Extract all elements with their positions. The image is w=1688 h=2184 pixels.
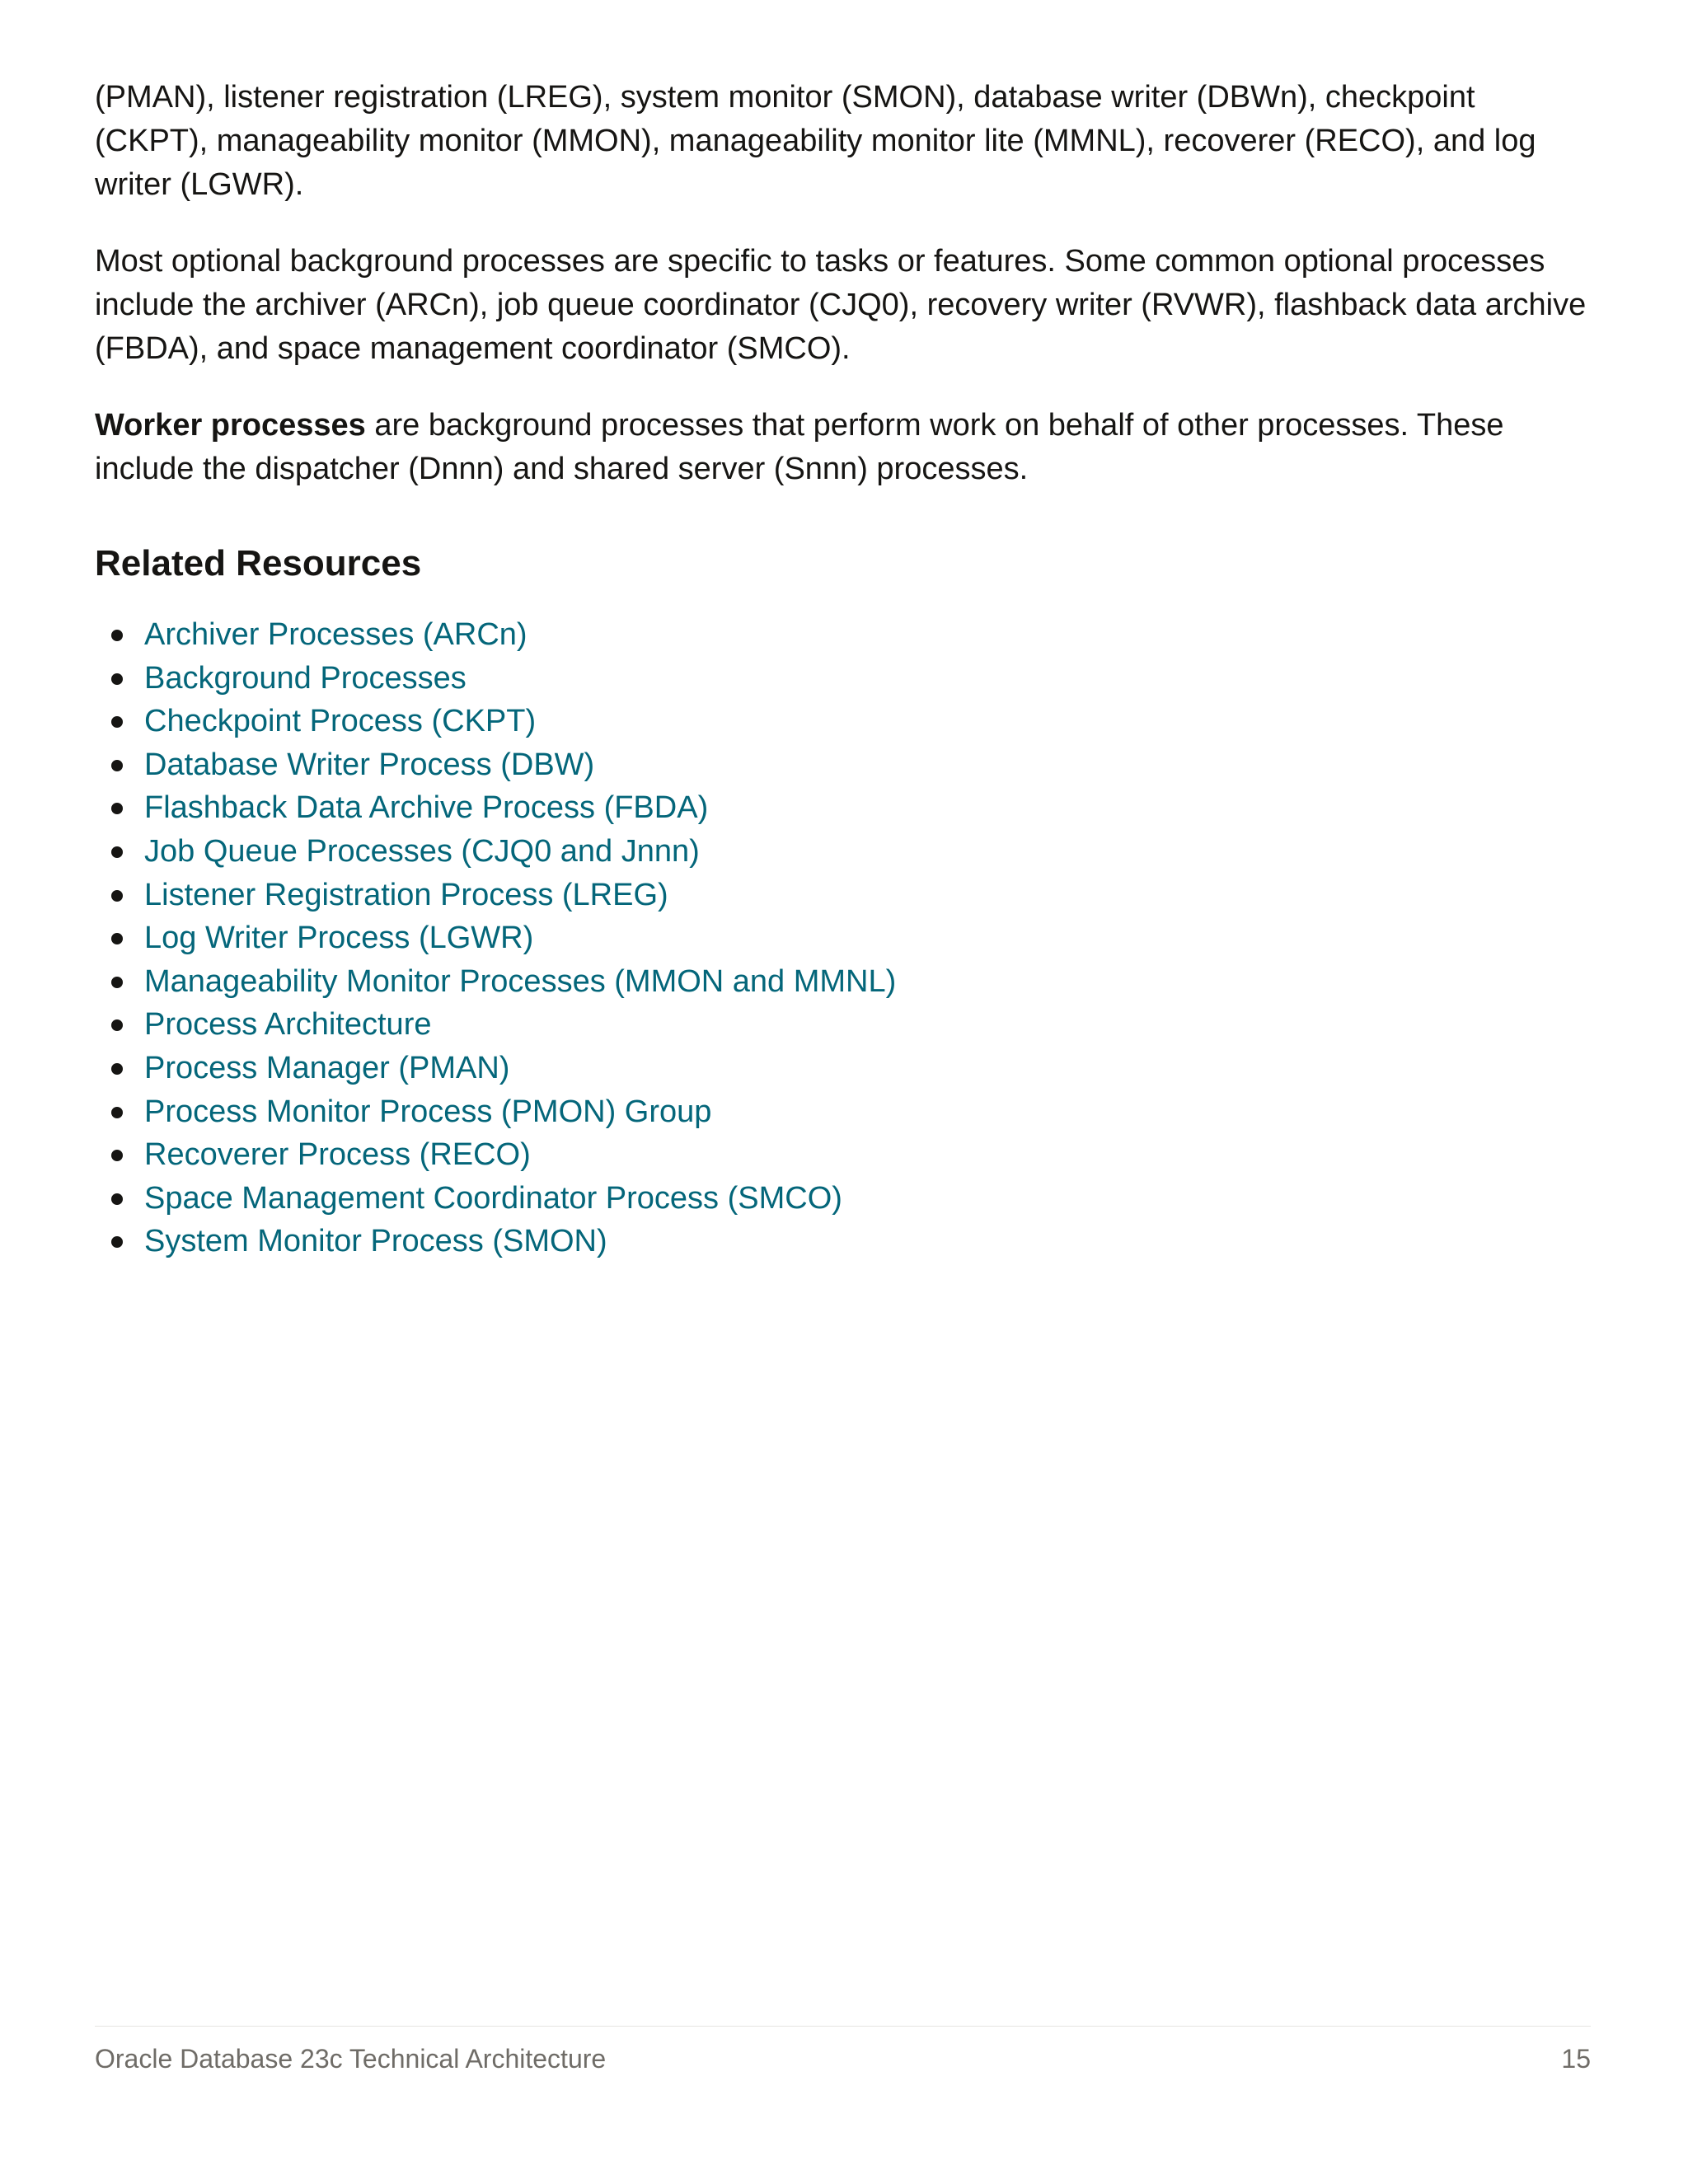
link-archiver-processes[interactable]: Archiver Processes (ARCn): [144, 617, 528, 652]
worker-processes-description: are background processes that perform work on behalf of other processes. These include the dispatcher (Dnnn) and shared server (Snnn) processes.: [95, 408, 1504, 486]
bullet-icon: [111, 977, 123, 988]
footer-document-title: Oracle Database 23c Technical Architecture: [95, 2044, 607, 2074]
bullet-icon: [111, 760, 123, 771]
list-item: [144, 700, 1591, 743]
paragraph-worker-processes: [95, 404, 1591, 491]
bullet-icon: [111, 933, 123, 944]
list-item: [144, 1047, 1591, 1090]
bullet-icon: [111, 1107, 123, 1118]
bullet-icon: [111, 1063, 123, 1075]
paragraph-mandatory-processes: (PMAN), listener registration (LREG), system monitor (SMON), database writer (DBWn), checkpoint (CKPT), manageability monitor (MMON), manageability monitor lite (MMNL), recoverer (RECO), and log writer (LGWR).: [95, 80, 1536, 202]
link-job-queue-processes[interactable]: Job Queue Processes (CJQ0 and Jnnn): [144, 833, 700, 869]
footer-page-number: 15: [1561, 2044, 1591, 2074]
paragraph-optional-processes: Most optional background processes are specific to tasks or features. Some common optional processes include the archiver (ARCn), job queue coordinator (CJQ0), recovery writer (RVWR), flashback data archive (FBDA), and space management coordinator (SMCO).: [95, 244, 1587, 366]
link-log-writer-process[interactable]: Log Writer Process (LGWR): [144, 921, 534, 956]
link-listener-registration-process[interactable]: Listener Registration Process (LREG): [144, 877, 668, 912]
bullet-icon: [111, 890, 123, 902]
link-recoverer-process[interactable]: Recoverer Process (RECO): [144, 1137, 531, 1173]
list-item: [144, 1177, 1591, 1221]
link-process-architecture[interactable]: Process Architecture: [144, 1007, 432, 1043]
bullet-icon: [111, 673, 123, 685]
bullet-icon: [111, 1150, 123, 1161]
list-item: [144, 1133, 1591, 1177]
bullet-icon: [111, 803, 123, 814]
link-checkpoint-process[interactable]: Checkpoint Process (CKPT): [144, 704, 537, 739]
bullet-icon: [111, 1019, 123, 1031]
bullet-icon: [111, 630, 123, 641]
bullet-icon: [111, 846, 123, 858]
link-background-processes[interactable]: Background Processes: [144, 660, 467, 696]
list-item: [144, 657, 1591, 701]
worker-processes-term: Worker processes: [95, 408, 366, 443]
link-process-monitor-process-group[interactable]: Process Monitor Process (PMON) Group: [144, 1094, 712, 1129]
list-item: [144, 1003, 1591, 1047]
list-item: [144, 1220, 1591, 1263]
list-item: [144, 916, 1591, 960]
list-item: [144, 1090, 1591, 1134]
link-space-management-coordinator-process[interactable]: Space Management Coordinator Process (SMCO): [144, 1180, 842, 1216]
bullet-icon: [111, 1193, 123, 1205]
list-item: [144, 743, 1591, 787]
document-page: [95, 76, 1591, 1263]
link-database-writer-process[interactable]: Database Writer Process (DBW): [144, 747, 595, 782]
link-flashback-data-archive-process[interactable]: Flashback Data Archive Process (FBDA): [144, 790, 709, 826]
link-system-monitor-process[interactable]: System Monitor Process (SMON): [144, 1224, 607, 1259]
bullet-icon: [111, 1236, 123, 1248]
list-item: [144, 613, 1591, 657]
list-item: [144, 786, 1591, 830]
related-resources-heading: Related Resources: [95, 543, 422, 583]
bullet-icon: [111, 716, 123, 728]
footer-divider: [95, 2026, 1591, 2027]
link-manageability-monitor-processes[interactable]: Manageability Monitor Processes (MMON and MMNL): [144, 963, 897, 999]
related-resources-list: [95, 613, 1591, 1263]
list-item: [144, 960, 1591, 1004]
list-item: [144, 874, 1591, 917]
link-process-manager[interactable]: Process Manager (PMAN): [144, 1050, 510, 1085]
list-item: [144, 830, 1591, 874]
